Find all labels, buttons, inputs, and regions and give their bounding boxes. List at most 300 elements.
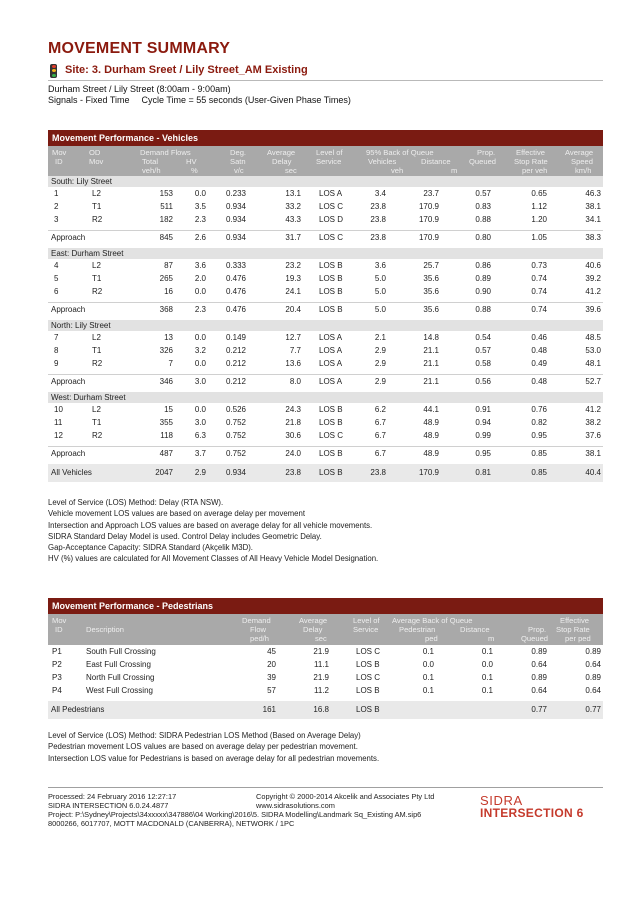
col-m: m (451, 166, 458, 175)
cell-od: R2 (92, 287, 103, 296)
approach-cell: 0.88 (475, 305, 491, 314)
cell-stop-rate: 0.49 (531, 359, 547, 368)
cell-id: 2 (54, 202, 59, 211)
col-hv: HV (186, 157, 197, 166)
cell-id: 5 (54, 274, 59, 283)
col-total: Total (142, 157, 159, 166)
pcol-sec: sec (315, 634, 327, 643)
signal-info (48, 95, 363, 105)
ped-cell: 0.64 (531, 660, 547, 669)
pcol-ped: ped (425, 634, 438, 643)
ped-total-cell: 16.8 (313, 705, 329, 714)
approach-cell: 21.1 (423, 377, 439, 386)
approach-cell: 8.0 (289, 377, 301, 386)
cell-id: 8 (54, 346, 59, 355)
pcol-flow: Flow (250, 625, 267, 634)
cell-speed: 40.6 (585, 261, 601, 270)
total-cell: 0.81 (475, 468, 491, 477)
pedestrian-row (48, 684, 603, 697)
cell-id: 3 (54, 215, 59, 224)
approach-cell: 23.8 (370, 233, 386, 242)
cell-delay: 13.6 (285, 359, 301, 368)
cell-speed: 39.2 (585, 274, 601, 283)
pcol-avg-queue: Average Back of Queue (392, 616, 473, 625)
software-version: SIDRA INTERSECTION 6.0.24.4877 (48, 801, 169, 810)
approach-cell: Approach (51, 233, 86, 242)
pcol-id: ID (55, 625, 63, 634)
table-row (48, 272, 603, 285)
cell-delay: 24.3 (285, 405, 301, 414)
cell-distance: 21.1 (423, 346, 439, 355)
vehicle-note: Gap-Acceptance Capacity: SIDRA Standard (Akçelik M3D). (48, 543, 253, 553)
cell-od: L2 (92, 189, 101, 198)
cell-delay: 30.6 (285, 431, 301, 440)
col-kmh: km/h (575, 166, 592, 175)
cell-vehicles: 5.0 (374, 287, 386, 296)
cell-queued: 0.54 (475, 333, 491, 342)
approach-cell: LOS B (319, 449, 343, 458)
cell-hv: 3.5 (194, 202, 206, 211)
col-speed: Speed (571, 157, 593, 166)
ped-cell: 0.1 (481, 686, 493, 695)
ped-total-cell: 0.77 (585, 705, 601, 714)
cell-distance: 25.7 (423, 261, 439, 270)
pcol-service: Service (353, 625, 379, 634)
ped-cell: 11.1 (314, 660, 329, 669)
cell-stop-rate: 1.20 (531, 215, 547, 224)
cell-los: LOS B (319, 405, 343, 414)
cell-hv: 0.0 (194, 287, 206, 296)
ped-cell: P4 (52, 686, 62, 695)
ped-cell: 0.1 (481, 673, 493, 682)
approach-cell: 0.752 (225, 449, 246, 458)
approach-cell: 346 (159, 377, 173, 386)
ped-cell: 0.0 (481, 660, 493, 669)
cell-satn: 0.476 (225, 287, 246, 296)
cell-vehicles: 5.0 (374, 274, 386, 283)
ped-cell: 0.1 (422, 673, 434, 682)
cell-vehicles: 2.1 (374, 333, 386, 342)
cell-satn: 0.233 (225, 189, 246, 198)
approach-cell: LOS A (319, 377, 343, 386)
approach-cell: 845 (159, 233, 173, 242)
ped-cell: 39 (267, 673, 276, 682)
approach-cell: 3.0 (194, 377, 206, 386)
col-distance: Distance (421, 157, 451, 166)
ped-cell: P1 (52, 647, 62, 656)
cell-total: 16 (164, 287, 173, 296)
pcol-pedestrian: Pedestrian (399, 625, 436, 634)
table-row (48, 344, 603, 357)
cell-od: R2 (92, 431, 103, 440)
cell-delay: 19.3 (285, 274, 301, 283)
table-row (48, 416, 603, 429)
pcol-queued: Queued (521, 634, 549, 643)
col-average: Average (267, 148, 296, 157)
total-cell: 40.4 (585, 468, 601, 477)
cell-stop-rate: 0.46 (531, 333, 547, 342)
cell-delay: 43.3 (285, 215, 301, 224)
cell-vehicles: 3.6 (374, 261, 386, 270)
ped-cell: 0.64 (531, 686, 547, 695)
ped-total-cell: All Pedestrians (51, 705, 105, 714)
cell-od: R2 (92, 215, 103, 224)
cell-delay: 23.2 (285, 261, 301, 270)
approach-cell: 0.95 (475, 449, 491, 458)
cell-speed: 46.3 (585, 189, 601, 198)
cell-id: 12 (54, 431, 63, 440)
cell-satn: 0.476 (225, 274, 246, 283)
total-cell: 2047 (155, 468, 173, 477)
cell-speed: 34.1 (585, 215, 601, 224)
cell-hv: 0.0 (194, 359, 206, 368)
table-row (48, 429, 603, 442)
cell-total: 87 (164, 261, 173, 270)
pcol-distance: Distance (460, 625, 490, 634)
cell-satn: 0.149 (225, 333, 246, 342)
approach-cell: 39.6 (585, 305, 601, 314)
total-cell: 0.934 (225, 468, 246, 477)
total-cell: 0.85 (531, 468, 547, 477)
pcol-stop-rate: Stop Rate (556, 625, 590, 634)
ped-cell: 0.1 (481, 647, 493, 656)
cell-distance: 21.1 (423, 359, 439, 368)
ped-cell: LOS B (356, 686, 380, 695)
col-effective: Effective (516, 148, 545, 157)
cell-los: LOS D (319, 215, 344, 224)
approach-cell: 48.9 (423, 449, 439, 458)
vehicle-table-columns (48, 146, 603, 176)
ped-cell: 0.1 (422, 647, 434, 656)
signal-type: Signals - Fixed Time (48, 95, 130, 105)
col-stop-rate: Stop Rate (514, 157, 548, 166)
approach-cell: 2.9 (374, 377, 386, 386)
approach-cell: 20.4 (285, 305, 301, 314)
cell-los: LOS A (319, 333, 343, 342)
vehicle-note: Intersection and Approach LOS values are based on average delay for all vehicle movements. (48, 520, 373, 530)
cell-los: LOS A (319, 359, 343, 368)
col-od-mov: Mov (89, 157, 104, 166)
pcol-demand: Demand (242, 616, 271, 625)
cell-total: 153 (159, 189, 173, 198)
cell-speed: 41.2 (585, 287, 601, 296)
approach-cell: 3.7 (194, 449, 206, 458)
approach-cell: 52.7 (585, 377, 601, 386)
approach-group-name: North: Lily Street (48, 320, 603, 331)
cell-distance: 170.9 (418, 202, 439, 211)
cell-speed: 37.6 (585, 431, 601, 440)
approach-cell: 0.85 (531, 449, 547, 458)
total-cell: All Vehicles (51, 468, 92, 477)
total-cell: LOS B (319, 468, 343, 477)
pedestrian-note: Level of Service (LOS) Method: SIDRA Pedestrian LOS Method (Based on Average Delay) (48, 731, 361, 740)
cell-speed: 38.1 (585, 202, 601, 211)
total-cell: 2.9 (194, 468, 206, 477)
ped-cell: P3 (52, 673, 62, 682)
col-id: ID (55, 157, 63, 166)
cell-delay: 24.1 (285, 287, 301, 296)
pedestrian-note: Intersection LOS value for Pedestrians is based on average delay for all pedestrian movements. (48, 753, 380, 763)
pcol-pedh: ped/h (250, 634, 270, 643)
cell-id: 9 (54, 359, 59, 368)
vehicle-note: Level of Service (LOS) Method: Delay (RTA NSW). (48, 498, 224, 507)
ped-cell: 20 (267, 660, 276, 669)
approach-cell: LOS C (319, 233, 344, 242)
ped-cell: 21.9 (313, 673, 329, 682)
cell-od: L2 (92, 333, 101, 342)
cell-speed: 53.0 (585, 346, 601, 355)
cell-delay: 21.8 (285, 418, 301, 427)
cell-queued: 0.88 (475, 215, 491, 224)
cell-distance: 44.1 (423, 405, 439, 414)
cell-od: R2 (92, 359, 103, 368)
cell-satn: 0.212 (225, 346, 246, 355)
pedestrian-notes (48, 730, 379, 764)
col-satn: Satn (230, 157, 246, 166)
total-cell: 23.8 (370, 468, 386, 477)
ped-cell: 57 (267, 686, 276, 695)
approach-cell: 31.7 (285, 233, 301, 242)
cell-distance: 23.7 (423, 189, 439, 198)
cell-od: T1 (92, 202, 102, 211)
vehicle-note: SIDRA Standard Delay Model is used. Control Delay includes Geometric Delay. (48, 531, 322, 541)
approach-cell: 6.7 (374, 449, 386, 458)
approach-cell: Approach (51, 305, 86, 314)
cell-los: LOS B (319, 418, 343, 427)
cell-stop-rate: 0.48 (531, 346, 547, 355)
ped-cell: 0.1 (422, 686, 434, 695)
intersection-name: Durham Street / Lily Street (8:00am - 9:00am) (48, 84, 231, 94)
table-row (48, 259, 603, 272)
cell-total: 15 (164, 405, 173, 414)
approach-cell: 170.9 (418, 233, 439, 242)
cell-satn: 0.752 (225, 418, 246, 427)
total-cell: 23.8 (285, 468, 301, 477)
vehicle-table-heading: Movement Performance - Vehicles (48, 130, 603, 146)
pedestrian-row (48, 645, 603, 658)
approach-cell: LOS B (319, 305, 343, 314)
approach-cell: 368 (159, 305, 173, 314)
approach-cell: 2.3 (194, 305, 206, 314)
cell-queued: 0.57 (475, 346, 491, 355)
approach-cell: 38.3 (585, 233, 601, 242)
cell-vehicles: 2.9 (374, 359, 386, 368)
pcol-delay: Delay (303, 625, 323, 634)
cell-total: 13 (164, 333, 173, 342)
pedestrian-table-heading: Movement Performance - Pedestrians (48, 598, 603, 614)
approach-cell: 0.212 (225, 377, 246, 386)
cell-total: 355 (159, 418, 173, 427)
pcol-description: Description (86, 625, 124, 634)
cell-distance: 14.8 (423, 333, 439, 342)
pedestrian-note: Pedestrian movement LOS values are based on average delay per pedestrian movement. (48, 742, 358, 752)
cell-queued: 0.86 (475, 261, 491, 270)
col-pct: % (191, 166, 198, 175)
processed-date: Processed: 24 February 2016 12:27:17 (48, 792, 177, 801)
ped-cell: 0.89 (585, 673, 601, 682)
cell-od: L2 (92, 405, 101, 414)
cell-stop-rate: 0.65 (531, 189, 547, 198)
cell-satn: 0.934 (225, 202, 246, 211)
vehicle-notes (48, 497, 378, 565)
traffic-signal-icon (50, 64, 57, 78)
ped-cell: 0.89 (531, 647, 547, 656)
cell-los: LOS A (319, 346, 343, 355)
cell-satn: 0.333 (225, 261, 246, 270)
table-row (48, 200, 603, 213)
cell-vehicles: 23.8 (370, 215, 386, 224)
cell-hv: 0.0 (194, 405, 206, 414)
ped-cell: 0.89 (585, 647, 601, 656)
approach-group-name: South: Lily Street (48, 176, 603, 187)
cell-id: 4 (54, 261, 59, 270)
pcol-prop: Prop. (528, 625, 547, 634)
cell-total: 511 (160, 202, 173, 211)
col-prop: Prop. (477, 148, 496, 157)
cell-hv: 0.0 (194, 189, 206, 198)
cell-stop-rate: 0.74 (531, 287, 547, 296)
cell-delay: 7.7 (289, 346, 301, 355)
approach-row (48, 302, 603, 316)
cell-vehicles: 6.7 (374, 418, 386, 427)
cell-hv: 3.0 (194, 418, 206, 427)
ped-cell: 11.2 (314, 686, 329, 695)
pedestrian-total-row (48, 701, 603, 719)
cell-satn: 0.934 (225, 215, 246, 224)
approach-cell: Approach (51, 377, 86, 386)
cell-hv: 3.2 (194, 346, 206, 355)
cell-speed: 38.2 (585, 418, 601, 427)
cell-hv: 6.3 (194, 431, 206, 440)
cell-stop-rate: 0.82 (531, 418, 547, 427)
cell-vehicles: 3.4 (374, 189, 386, 198)
pcol-average: Average (299, 616, 328, 625)
approach-cell: 24.0 (285, 449, 301, 458)
total-cell: 170.9 (418, 468, 439, 477)
approach-group-name: East: Durham Street (48, 248, 603, 259)
cell-queued: 0.94 (475, 418, 491, 427)
pcol-level-of: Level of (353, 616, 380, 625)
col-od: OD (89, 148, 101, 157)
cell-los: LOS C (319, 202, 344, 211)
ped-cell: 45 (267, 647, 276, 656)
pedestrian-row (48, 671, 603, 684)
site-header (48, 64, 603, 81)
cell-total: 118 (160, 431, 173, 440)
cell-los: LOS B (319, 261, 343, 270)
ped-cell: LOS C (356, 673, 381, 682)
ped-cell: 0.64 (585, 686, 601, 695)
ped-total-cell: 0.77 (531, 705, 547, 714)
cell-distance: 35.6 (423, 287, 439, 296)
pedestrian-table-columns (48, 614, 603, 645)
cell-queued: 0.90 (475, 287, 491, 296)
cell-los: LOS B (319, 274, 343, 283)
ped-cell: 0.0 (422, 660, 434, 669)
sidra-logo-subtitle: INTERSECTION 6 (480, 806, 584, 820)
cell-delay: 33.2 (285, 202, 301, 211)
approach-cell: 487 (159, 449, 173, 458)
approach-cell: 2.6 (194, 233, 206, 242)
cell-los: LOS C (319, 431, 344, 440)
cell-total: 7 (168, 359, 173, 368)
cell-id: 7 (54, 333, 59, 342)
approach-cell: 0.80 (475, 233, 491, 242)
cell-vehicles: 2.9 (374, 346, 386, 355)
col-sec: sec (285, 166, 297, 175)
cell-distance: 170.9 (418, 215, 439, 224)
table-row (48, 331, 603, 344)
pcol-mov: Mov (52, 616, 67, 625)
cell-los: LOS B (319, 287, 343, 296)
cell-vehicles: 6.2 (374, 405, 386, 414)
ped-cell: South Full Crossing (86, 647, 156, 656)
cell-satn: 0.752 (225, 431, 246, 440)
pedestrian-performance-table (48, 598, 603, 719)
cell-queued: 0.91 (475, 405, 491, 414)
cell-od: T1 (92, 346, 102, 355)
cell-queued: 0.89 (475, 274, 491, 283)
col-average-speed: Average (565, 148, 594, 157)
cell-id: 1 (54, 189, 59, 198)
col-queued: Queued (469, 157, 497, 166)
approach-cell: Approach (51, 449, 86, 458)
ped-cell: North Full Crossing (86, 673, 155, 682)
vehicle-performance-table (48, 130, 603, 482)
table-row (48, 403, 603, 416)
cell-speed: 48.5 (585, 333, 601, 342)
project-path: Project: P:\Sydney\Projects\34xxxxx\347886\04 Working\2016\5. SIDRA Modelling\Landmark Sq_Existing AM.sip6 (48, 810, 422, 819)
cell-vehicles: 23.8 (370, 202, 386, 211)
cell-stop-rate: 0.73 (531, 261, 547, 270)
cell-queued: 0.58 (475, 359, 491, 368)
cell-distance: 48.9 (423, 431, 439, 440)
cell-stop-rate: 0.95 (531, 431, 547, 440)
cell-od: T1 (92, 274, 102, 283)
approach-cell: 5.0 (374, 305, 386, 314)
ped-cell: LOS C (356, 647, 381, 656)
vehicle-note: Vehicle movement LOS values are based on average delay per movement (48, 509, 306, 519)
cell-total: 182 (159, 215, 173, 224)
col-demand-flows: Demand Flows (140, 148, 191, 157)
col-vehicles: Vehicles (368, 157, 397, 166)
approach-cell: 0.74 (531, 305, 547, 314)
pedestrian-row (48, 658, 603, 671)
col-veh: veh (391, 166, 404, 175)
cell-satn: 0.212 (225, 359, 246, 368)
page-footer (48, 787, 603, 828)
cell-vehicles: 6.7 (374, 431, 386, 440)
col-deg: Deg. (230, 148, 247, 157)
cell-speed: 41.2 (585, 405, 601, 414)
site-title: Site: 3. Durham Sreet / Lily Street_AM Existing (65, 64, 308, 76)
col-level-of: Level of (316, 148, 343, 157)
approach-cell: 1.05 (531, 233, 547, 242)
ped-cell: 0.89 (531, 673, 547, 682)
cell-queued: 0.99 (475, 431, 491, 440)
website-link[interactable]: www.sidrasolutions.com (256, 801, 335, 810)
ped-cell: West Full Crossing (86, 686, 153, 695)
cell-id: 6 (54, 287, 59, 296)
approach-row (48, 446, 603, 460)
ped-total-cell: 161 (262, 705, 276, 714)
col-mov: Mov (52, 148, 67, 157)
cell-distance: 48.9 (423, 418, 439, 427)
approach-cell: 0.56 (475, 377, 491, 386)
cell-hv: 2.0 (194, 274, 206, 283)
cell-speed: 48.1 (585, 359, 601, 368)
col-delay: Delay (272, 157, 292, 166)
